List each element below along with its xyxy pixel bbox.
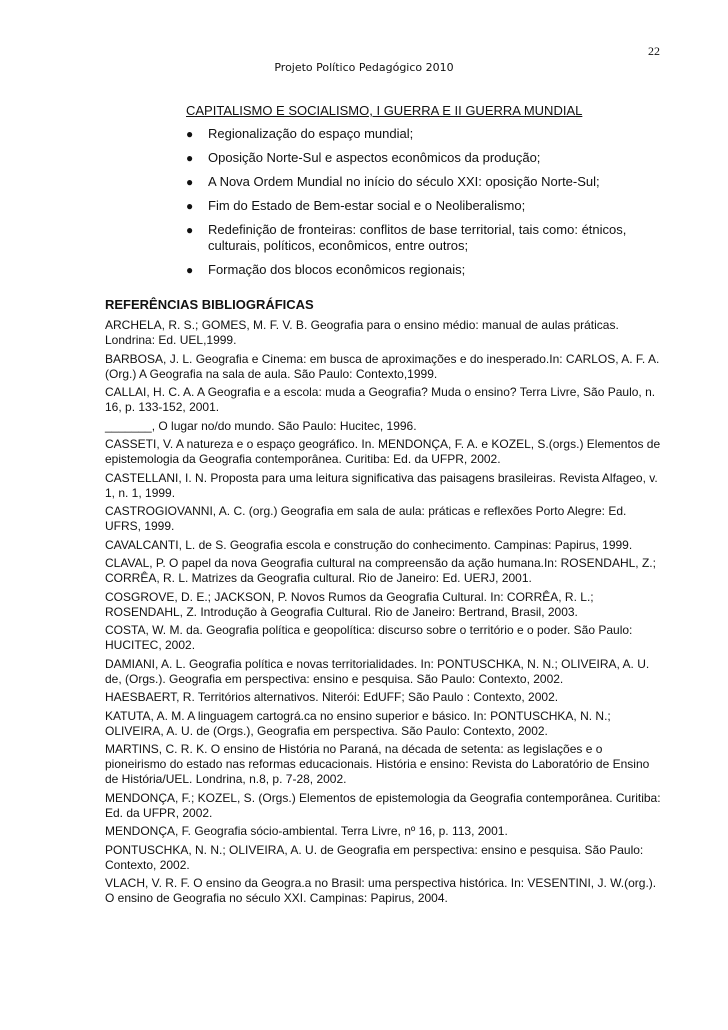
bullet-icon: ●: [186, 199, 194, 213]
reference-item: COSGROVE, D. E.; JACKSON, P. Novos Rumos da Geografia Cultural. In: CORRÊA, R. L.; ROSENDAHL, Z. Introdução à Geografia Cultural. Rio de Janeiro: Bertrand, Brasil, 2003.: [105, 589, 594, 619]
reference-item: VLACH, V. R. F. O ensino da Geogra.a no Brasil: uma perspectiva histórica. In: VESENTINI, J. W.(org.). O ensino de Geografia no século XXI. Campinas: Papirus, 2004.: [105, 876, 657, 905]
topic-item: [186, 174, 656, 190]
reference-item: CLAVAL, P. O papel da nova Geografia cultural na compreensão da ação humana.In: ROSENDAHL, Z.; CORRÊA, R. L. Matrizes da Geografia cultural. Rio de Janeiro: Ed. UERJ, 2001.: [105, 556, 656, 585]
reference-item: MENDONÇA, F.; KOZEL, S. (Orgs.) Elementos de epistemologia da Geografia contemporânea. Curitiba: Ed. da UFPR, 2002.: [105, 790, 661, 820]
bullet-icon: ●: [186, 263, 194, 277]
reference-item: BARBOSA, J. L. Geografia e Cinema: em busca de aproximações e do inesperado.In: CARLOS, A. F. A. (Org.) A Geografia na sala de aula. São Paulo: Contexto,1999.: [105, 351, 660, 381]
reference-item: ARCHELA, R. S.; GOMES, M. F. V. B. Geografia para o ensino médio: manual de aulas práticas. Londrina: Ed. UEL,1999.: [105, 318, 619, 347]
reference-item: MARTINS, C. R. K. O ensino de História no Paraná, na década de setenta: as legislações e o pioneirismo do estado nas reformas educacionais. História e ensino: Revista do Laboratório de Ensino de História/UEL. Londrina, n.8, p. 7-28, 2002.: [105, 742, 650, 786]
topic-text: Formação dos blocos econômicos regionais;: [208, 262, 466, 277]
topic-text: Oposição Norte-Sul e aspectos econômicos da produção;: [208, 150, 541, 165]
reference-item: COSTA, W. M. da. Geografia política e geopolítica: discurso sobre o território e o poder. São Paulo: HUCITEC, 2002.: [105, 623, 633, 652]
reference-item: KATUTA, A. M. A linguagem cartográ.ca no ensino superior e básico. In: PONTUSCHKA, N. N.; OLIVEIRA, A. U. de (Orgs.), Geografia em perspectiva. São Paulo: Contexto, 2002.: [105, 708, 611, 738]
reference-item: DAMIANI, A. L. Geografia política e novas territorialidades. In: PONTUSCHKA, N. N.; OLIVEIRA, A. U. de, (Orgs.). Geografia em perspectiva: ensino e pesquisa. São Paulo: Contexto, 2002.: [105, 656, 650, 686]
topic-item: [186, 198, 656, 214]
reference-item: CASTROGIOVANNI, A. C. (org.) Geografia em sala de aula: práticas e reflexões Porto Alegre: Ed. UFRS, 1999.: [105, 504, 627, 533]
reference-item: CASTELLANI, I. N. Proposta para uma leitura significativa das paisagens brasileiras. Revista Alfageo, v. 1, n. 1, 1999.: [105, 470, 658, 500]
topic-text: Regionalização do espaço mundial;: [208, 126, 414, 141]
bullet-icon: ●: [186, 127, 194, 141]
references-title: REFERÊNCIAS BIBLIOGRÁFICAS: [105, 297, 314, 312]
reference-item: CAVALCANTI, L. de S. Geografia escola e construção do conhecimento. Campinas: Papirus, 1999.: [105, 537, 633, 552]
bullet-icon: ●: [186, 223, 194, 237]
reference-list: [105, 318, 665, 910]
section-title: CAPITALISMO E SOCIALISMO, I GUERRA E II GUERRA MUNDIAL: [186, 103, 583, 118]
topic-item: [186, 126, 656, 142]
topic-text: Fim do Estado de Bem-estar social e o Neoliberalismo;: [208, 198, 526, 213]
reference-item: HAESBAERT, R. Territórios alternativos. Niterói: EdUFF; São Paulo : Contexto, 2002.: [105, 690, 559, 704]
bullet-icon: ●: [186, 175, 194, 189]
topic-text: A Nova Ordem Mundial no início do século XXI: oposição Norte-Sul;: [208, 174, 600, 189]
reference-item: PONTUSCHKA, N. N.; OLIVEIRA, A. U. de Geografia em perspectiva: ensino e pesquisa. São Paulo: Contexto, 2002.: [105, 842, 644, 872]
bullet-icon: ●: [186, 151, 194, 165]
topic-item: [186, 150, 656, 166]
topic-text: Redefinição de fronteiras: conflitos de base territorial, tais como: étnicos, culturais, políticos, econômicos, entre outros;: [208, 222, 627, 253]
running-header: Projeto Político Pedagógico 2010: [274, 61, 454, 74]
reference-item: MENDONÇA, F. Geografia sócio-ambiental. Terra Livre, nº 16, p. 113, 2001.: [105, 824, 508, 838]
topic-item: [186, 262, 656, 278]
reference-item: CASSETI, V. A natureza e o espaço geográfico. In. MENDONÇA, F. A. e KOZEL, S.(orgs.) Elementos de epistemologia da Geografia contemporânea. Curitiba: Ed. da UFPR, 2002.: [105, 437, 661, 466]
topic-list: [186, 126, 656, 286]
reference-item: CALLAI, H. C. A. A Geografia e a escola: muda a Geografia? Muda o ensino? Terra Livre, São Paulo, n. 16, p. 133-152, 2001.: [105, 385, 656, 414]
topic-item: [186, 222, 656, 254]
reference-item: _______, O lugar no/do mundo. São Paulo: Hucitec, 1996.: [105, 418, 417, 433]
page-number: 22: [648, 44, 660, 58]
